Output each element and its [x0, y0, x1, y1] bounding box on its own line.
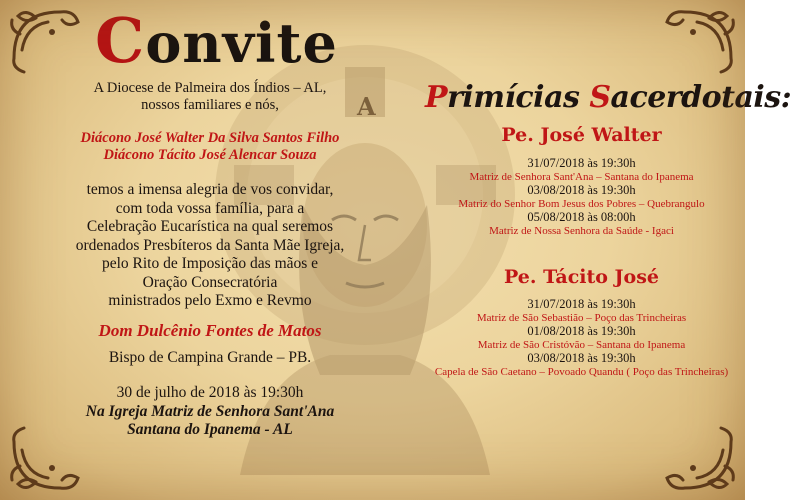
event-place: Matriz de Senhora Sant'Ana – Santana do Ipanema — [469, 170, 694, 183]
body-line: Oração Consecratória — [142, 273, 278, 291]
intro-line: nossos familiares e nós, — [141, 97, 279, 113]
primicias-heading — [425, 80, 791, 115]
body-line: com toda vossa família, para a — [115, 199, 305, 217]
body-line: Celebração Eucarística na qual seremos — [86, 218, 334, 235]
priest-name: Pe. José Walter — [501, 124, 662, 146]
ceremony-date: 30 de julho de 2018 às 19:30h — [116, 384, 304, 401]
heading-part: P — [425, 80, 448, 115]
bishop-title: Bispo de Campina Grande – PB. — [108, 348, 312, 366]
event-place: Matriz de São Sebastião – Poço das Trincheiras — [476, 311, 687, 324]
event-date: 05/08/2018 às 08:00h — [527, 210, 636, 224]
heading-part: acerdotais: — [610, 80, 791, 115]
page-title — [95, 4, 338, 77]
deacon-name: Diácono José Walter Da Silva Santos Filho — [80, 130, 340, 146]
event-date: 31/07/2018 às 19:30h — [527, 297, 636, 311]
event-date: 03/08/2018 às 19:30h — [527, 351, 636, 365]
event-date: 03/08/2018 às 19:30h — [527, 183, 636, 197]
bishop-name: Dom Dulcênio Fontes de Matos — [98, 320, 322, 340]
body-line: ministrados pelo Exmo e Revmo — [108, 292, 312, 309]
event-place: Matriz de Nossa Senhora da Saúde - Igaci — [489, 224, 674, 237]
deacon-name: Diácono Tácito José Alencar Souza — [103, 147, 317, 163]
corner-ornament-bottom-left — [8, 436, 90, 496]
event-date: 31/07/2018 às 19:30h — [527, 156, 636, 170]
title-initial: C — [95, 4, 146, 77]
schedule-list — [424, 157, 739, 238]
corner-ornament-top-right — [655, 4, 737, 64]
heading-part: S — [589, 80, 611, 115]
event-place: Capela de São Caetano – Povoado Quandu ( Poço das Trincheiras) — [434, 365, 729, 378]
event-place: Matriz do Senhor Bom Jesus dos Pobres – Quebrangulo — [458, 197, 705, 210]
ceremony-city: Santana do Ipanema - AL — [127, 421, 293, 438]
corner-ornament-bottom-right — [655, 436, 737, 496]
event-date: 01/08/2018 às 19:30h — [527, 324, 636, 338]
body-line: temos a imensa alegria de vos convidar, — [86, 181, 334, 198]
body-line: pelo Rito de Imposição das mãos e — [101, 255, 319, 272]
priest-name: Pe. Tácito José — [503, 266, 660, 288]
title-rest: onvite — [145, 11, 338, 75]
body-line: ordenados Presbíteros da Santa Mãe Igreja, — [75, 236, 345, 254]
event-place: Matriz de São Cristóvão – Santana do Ipanema — [477, 338, 686, 351]
intro-line: A Diocese de Palmeira dos Índios – AL, — [93, 80, 327, 96]
schedule-list — [424, 298, 739, 379]
corner-ornament-top-left — [8, 4, 90, 64]
invitation-text-column — [40, 80, 380, 440]
ceremony-place: Na Igreja Matriz de Senhora Sant'Ana — [85, 402, 335, 420]
icon-letter: A — [357, 92, 376, 121]
heading-part: rimícias — [447, 80, 590, 115]
